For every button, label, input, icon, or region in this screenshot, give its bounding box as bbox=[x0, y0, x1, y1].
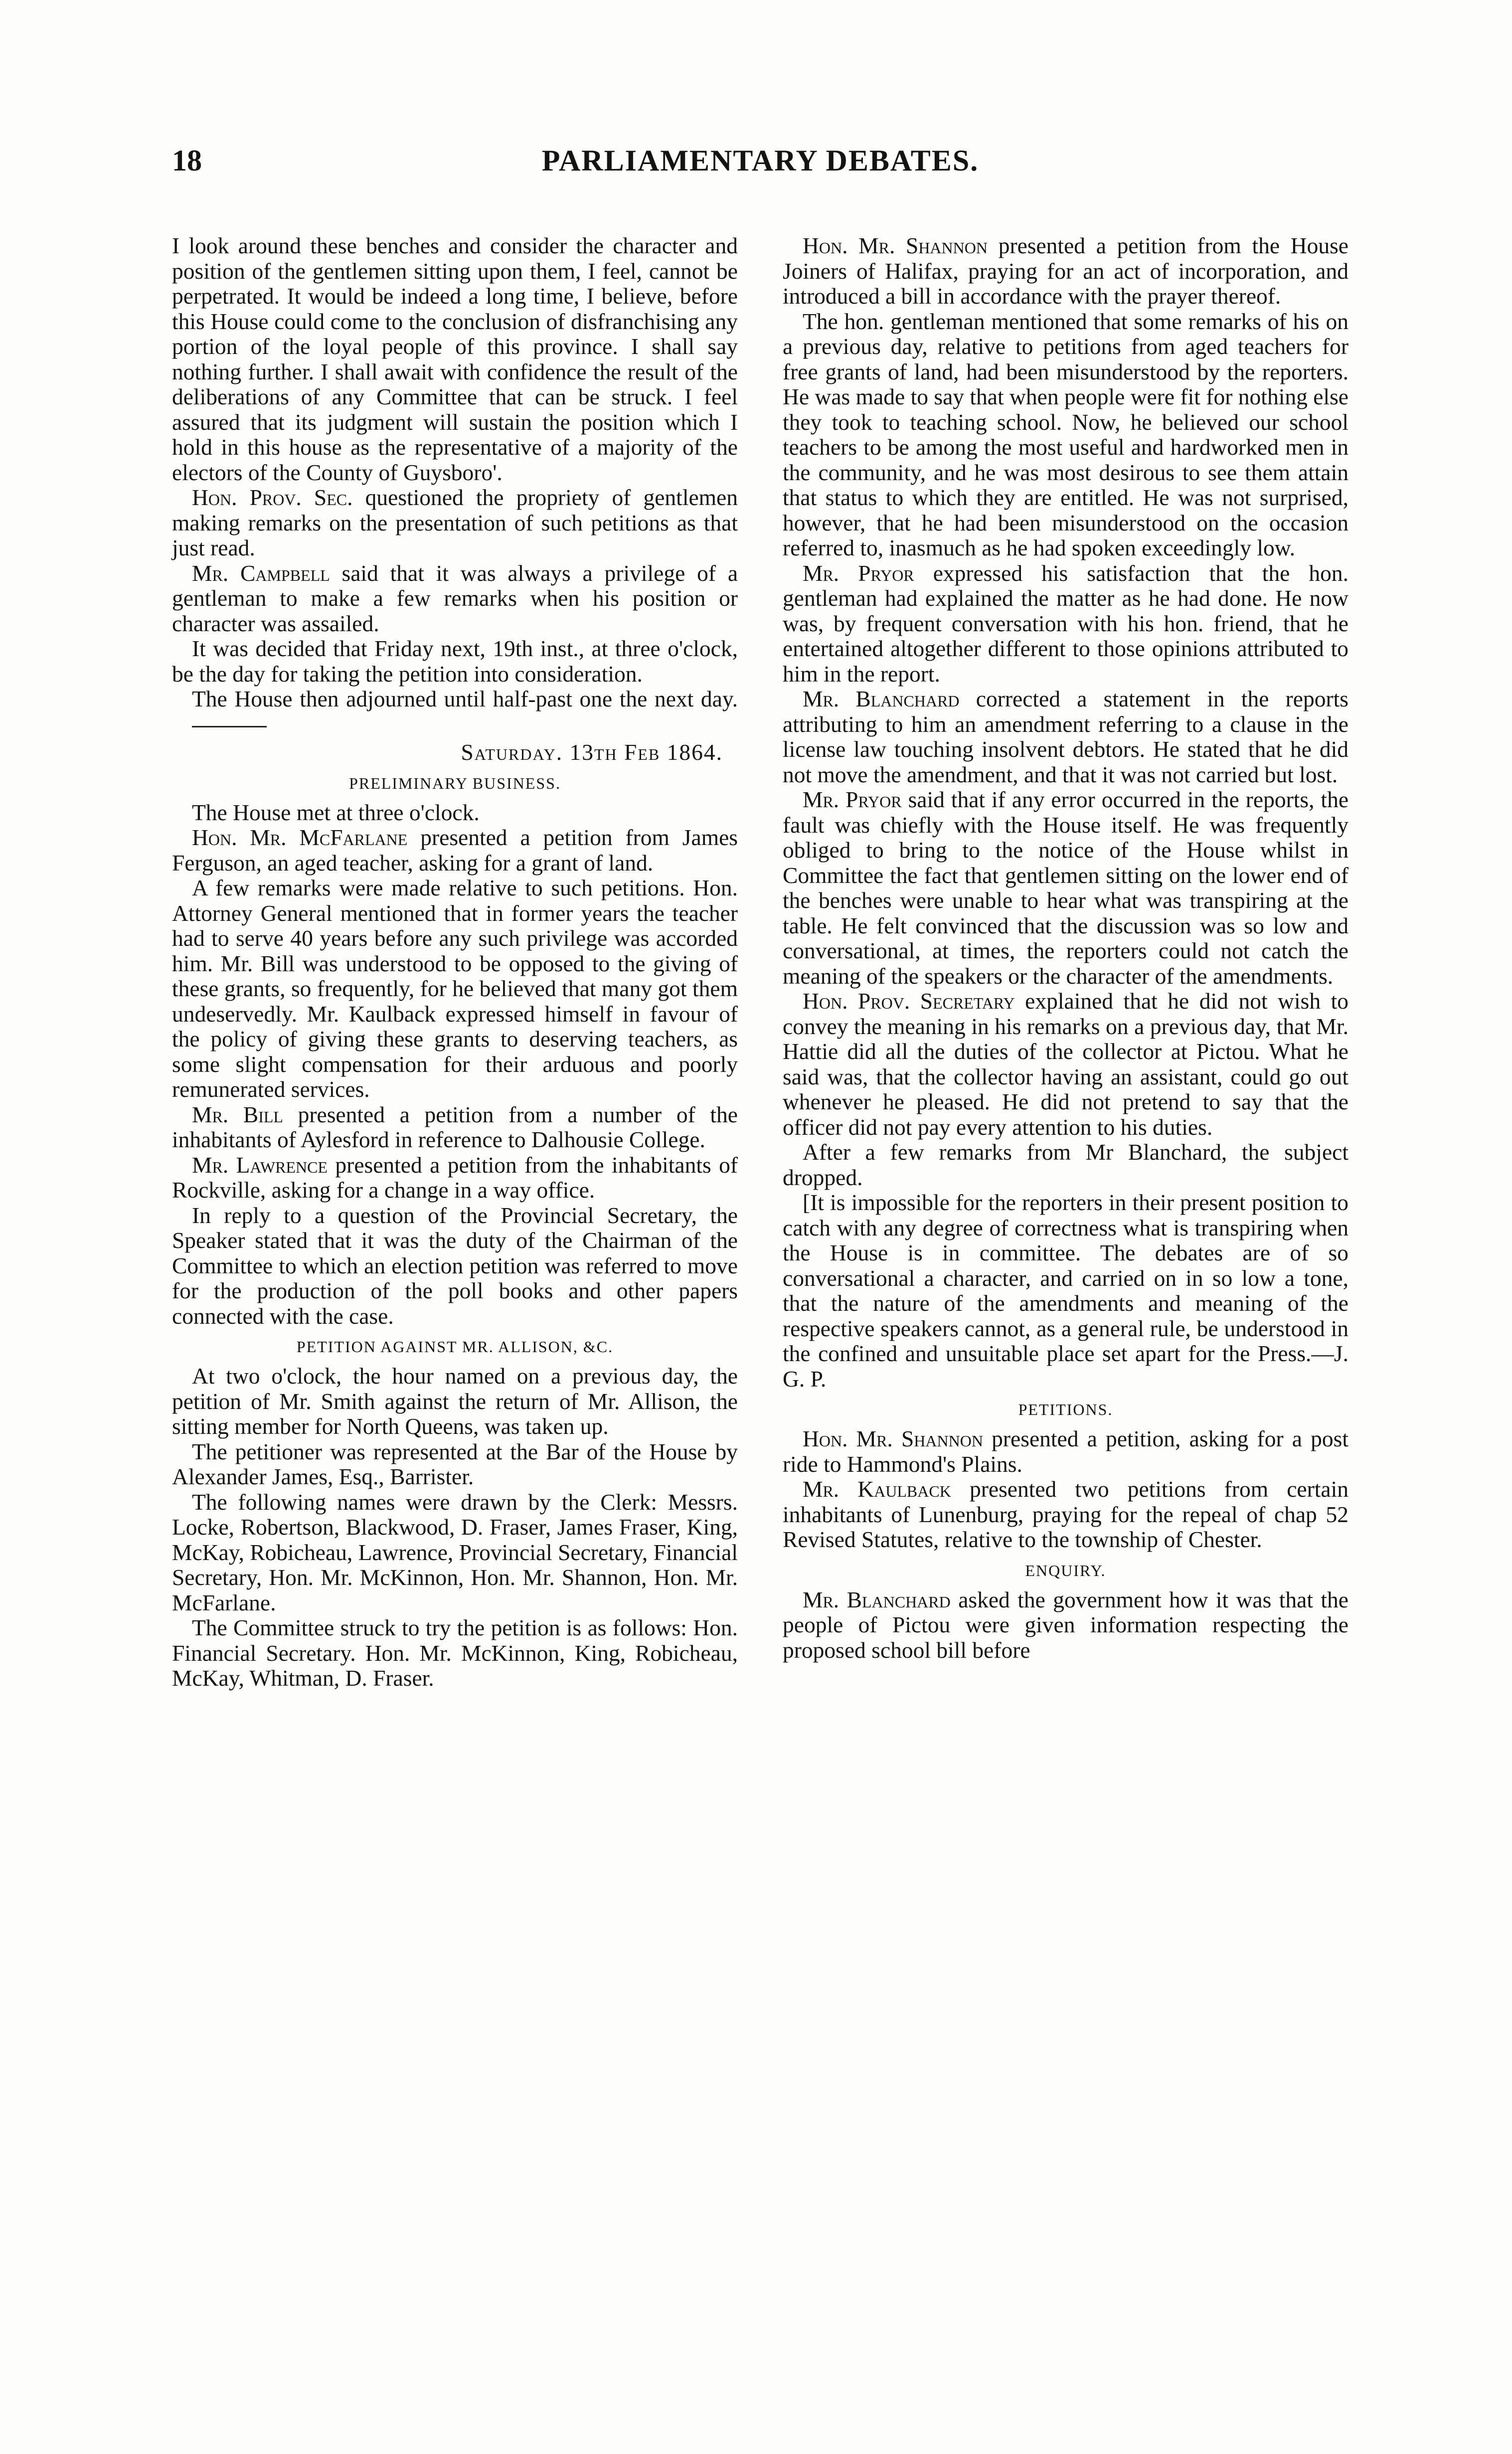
paragraph: In reply to a question of the Provincial Secretary, the Speaker stated that it was the duty of the Chairman of the Committee to which an election petition was referred to move for the production of the poll books and other papers connected with the case. bbox=[172, 1202, 738, 1329]
paragraph bbox=[783, 1477, 1348, 1553]
divider-rule bbox=[192, 726, 267, 727]
paragraph-text: The House then adjourned until half-past one the next day. bbox=[192, 686, 738, 711]
paragraph bbox=[172, 1102, 738, 1153]
paragraph-text: presented a petition from the House Joiners of Halifax, praying for an act of incorporation, and introduced a bill in accordance with the prayer thereof. bbox=[783, 233, 1348, 309]
speaker-name: Mr. Campbell bbox=[192, 560, 330, 586]
section-heading: PRELIMINARY BUSINESS. bbox=[349, 774, 561, 792]
paragraph bbox=[783, 561, 1348, 687]
paragraph: After a few remarks from Mr Blanchard, the subject dropped. bbox=[783, 1139, 1348, 1190]
speaker-name: Mr. Bill bbox=[192, 1101, 283, 1127]
paragraph: The hon. gentleman mentioned that some remarks of his on a previous day, relative to petitions from aged teachers for free grants of land, had been misunderstood by the reporters. He was made to say that when people were fit for nothing else they took to teaching school. Now, he believed our school teachers to be among the most useful and hardworked men in the community, and he was most desirous to see them attain that status to which they are entitled. He was not surprised, however, that he had been misunderstood on the occasion referred to, inasmuch as he had spoken exceedingly low. bbox=[783, 308, 1348, 560]
speaker-name: Mr. Kaulback bbox=[803, 1476, 951, 1502]
right-column bbox=[783, 233, 1348, 1663]
paragraph: At two o'clock, the hour named on a previous day, the petition of Mr. Smith against the return of Mr. Allison, the sitting member for North Queens, was taken up. bbox=[172, 1363, 738, 1439]
paragraph bbox=[172, 485, 738, 561]
paragraph bbox=[172, 687, 738, 737]
paragraph: The House met at three o'clock. bbox=[192, 799, 480, 825]
paragraph-text: asked the government how it was that the people of Pictou were given information respecting the proposed school bill before bbox=[783, 1586, 1349, 1663]
paragraph: The petitioner was represented at the Bar of the House by Alexander James, Esq., Barrister. bbox=[172, 1438, 738, 1489]
paragraph bbox=[783, 1426, 1348, 1477]
paragraph: The following names were drawn by the Clerk: Messrs. Locke, Robertson, Blackwood, D. Fraser, James Fraser, King, McKay, Robicheau, Lawrence, Provincial Secretary, Financial Secretary, Hon. Mr. McKinnon, Hon. Mr. Shannon, Hon. Mr. McFarlane. bbox=[172, 1489, 738, 1615]
page-number: 18 bbox=[172, 144, 202, 177]
speaker-name: Hon. Mr. Shannon bbox=[803, 233, 988, 258]
paragraph-text: presented a petition, asking for a post ride to Hammond's Plains. bbox=[783, 1426, 1349, 1477]
paragraph bbox=[172, 825, 738, 876]
left-column bbox=[172, 233, 738, 1691]
paragraph-text: said that if any error occurred in the reports, the fault was chiefly with the House itself. He was frequently obliged to bring to the notice of the House whilst in Committee the fact that gentlemen sitting on the lower end of the benches were unable to hear what was transpiring at the table. He felt convinced that the discussion was so low and conversational, at times, the reporters could not catch the meaning of the speakers or the character of the amendments. bbox=[783, 787, 1349, 989]
paragraph bbox=[172, 561, 738, 637]
paragraph bbox=[172, 1153, 738, 1203]
paragraph-text: questioned the propriety of gentlemen making remarks on the presentation of such petitions as that just read. bbox=[172, 485, 738, 560]
speaker-name: Mr. Pryor bbox=[803, 560, 914, 586]
paragraph bbox=[783, 1587, 1348, 1663]
paragraph: I look around these benches and consider the character and position of the gentlemen sitting upon them, I feel, cannot be perpetrated. It would be indeed a long time, I believe, before this House could come to the conclusion of disfranchising any portion of the loyal people of this province. I shall say nothing further. I shall await with confidence the result of the deliberations of any Committee that can be struck. I feel assured that its judgment will sustain the position which I hold in this house as the representative of a majority of the electors of the County of Guysboro'. bbox=[172, 233, 738, 485]
paragraph-text: explained that he did not wish to convey the meaning in his remarks on a previous day, that Mr. Hattie did all the duties of the collector at Pictou. What he said was, that the collector having an assistant, could go out whenever he pleased. He did not pretend to say that the officer did not pay every attention to his duties. bbox=[783, 988, 1349, 1140]
paragraph: It was decided that Friday next, 19th inst., at three o'clock, be the day for taking the petition into consideration. bbox=[172, 636, 738, 687]
section-heading: PETITION AGAINST MR. ALLISON, &C. bbox=[296, 1338, 614, 1356]
page-header bbox=[172, 144, 1348, 183]
paragraph-text: presented two petitions from certain inhabitants of Lunenburg, praying for the repeal of chap 52 Revised Statutes, relative to the township of Chester. bbox=[783, 1476, 1348, 1552]
paragraph: [It is impossible for the reporters in their present position to catch with any degree of correctness what is transpiring when the House is in committee. The debates are of so conversational a character, and carried on in so low a tone, that the nature of the amendments and meaning of the respective speakers cannot, as a general rule, be understood in the confined and unsuitable place set apart for the Press.—J. G. P. bbox=[783, 1190, 1348, 1392]
paragraph-text: presented a petition from a number of the inhabitants of Aylesford in reference to Dalhousie College. bbox=[172, 1101, 738, 1152]
speaker-name: Hon. Prov. Sec. bbox=[192, 485, 353, 510]
section-heading: ENQUIRY. bbox=[1025, 1561, 1106, 1579]
paragraph bbox=[783, 989, 1348, 1140]
date-line: Saturday. 13th Feb 1864. bbox=[461, 739, 723, 765]
paragraph: The Committee struck to try the petition is as follows: Hon. Financial Secretary. Hon. Mr. McKinnon, King, Robicheau, McKay, Whitman, D. Fraser. bbox=[172, 1615, 738, 1691]
paragraph-text: presented a petition from the inhabitants of Rockville, asking for a change in a way office. bbox=[172, 1152, 738, 1203]
speaker-name: Mr. Lawrence bbox=[192, 1152, 328, 1178]
speaker-name: Hon. Prov. Secretary bbox=[803, 988, 1015, 1014]
running-head: PARLIAMENTARY DEBATES. bbox=[541, 144, 979, 177]
paragraph bbox=[783, 233, 1348, 309]
paragraph bbox=[783, 687, 1348, 787]
paragraph-text: corrected a statement in the reports attributing to him an amendment referring to a clause in the license law touching insolvent debtors. He stated that he did not move the amendment, and that it was not carried but lost. bbox=[783, 686, 1348, 787]
speaker-name: Mr. Pryor bbox=[803, 787, 902, 812]
paragraph-text: presented a petition from James Ferguson, an aged teacher, asking for a grant of land. bbox=[172, 825, 738, 876]
speaker-name: Mr. Blanchard bbox=[803, 1586, 951, 1612]
paragraph-text: expressed his satisfaction that the hon. gentleman had explained the matter as he had done. He now was, by frequent conversation with his hon. friend, that he entertained altogether different to those opinions attributed to him in the report. bbox=[783, 560, 1348, 687]
section-heading: PETITIONS. bbox=[1018, 1401, 1113, 1418]
speaker-name: Hon. Mr. McFarlane bbox=[192, 825, 408, 850]
paragraph-text: said that it was always a privilege of a gentleman to make a few remarks when his position or character was assailed. bbox=[172, 560, 738, 636]
speaker-name: Hon. Mr. Shannon bbox=[803, 1426, 983, 1451]
speaker-name: Mr. Blanchard bbox=[803, 686, 960, 711]
paragraph: A few remarks were made relative to such petitions. Hon. Attorney General mentioned that in former years the teacher had to serve 40 years before any such privilege was accorded him. Mr. Bill was understood to be opposed to the giving of these grants, so frequently, for he believed that many got them undeservedly. Mr. Kaulback expressed himself in favour of the policy of giving these grants to deserving teachers, as some slight compensation for their arduous and poorly remunerated services. bbox=[172, 875, 738, 1102]
paragraph bbox=[783, 787, 1348, 989]
